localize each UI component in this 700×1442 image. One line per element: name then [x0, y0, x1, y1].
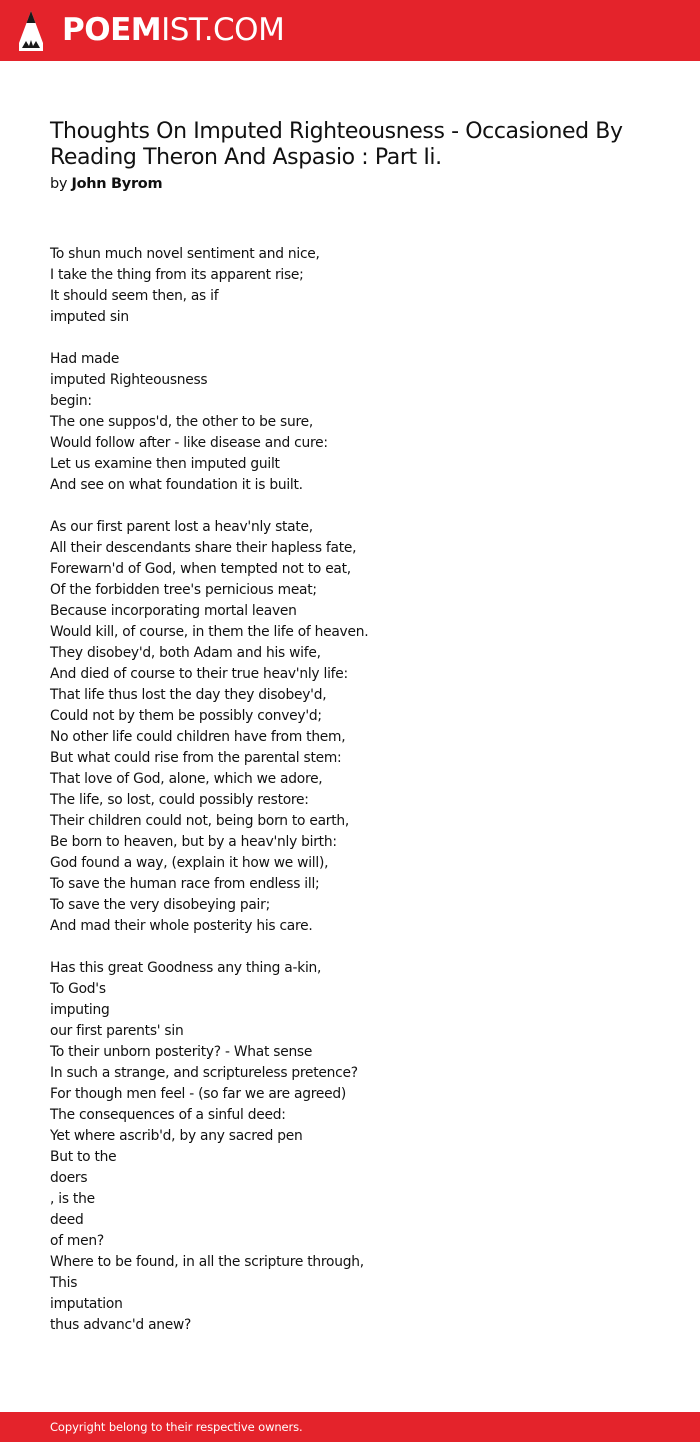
poem-line: The consequences of a sinful deed:	[50, 1107, 286, 1123]
poem-line: And died of course to their true heav'nly life:	[50, 666, 348, 682]
stanza-break	[50, 496, 650, 517]
poem-line: I take the thing from its apparent rise;	[50, 267, 304, 283]
poem-line: , is the	[50, 1191, 95, 1207]
byline	[50, 174, 162, 194]
poem-line: our first parents' sin	[50, 1023, 184, 1039]
poem-line: begin:	[50, 393, 92, 409]
copyright-text: Copyright belong to their respective owners.	[50, 1420, 303, 1434]
poem-line: Where to be found, in all the scripture through,	[50, 1254, 364, 1270]
poem-line: Of the forbidden tree's pernicious meat;	[50, 582, 317, 598]
poem-line: God found a way, (explain it how we will),	[50, 855, 329, 871]
poem-line: Their children could not, being born to earth,	[50, 813, 350, 829]
site-header	[0, 0, 700, 61]
poem-line: Would follow after - like disease and cure:	[50, 435, 328, 451]
poem-line: That life thus lost the day they disobey'd,	[50, 687, 327, 703]
logo-text-bold: POEM	[62, 12, 162, 48]
poem-line: Yet where ascrib'd, by any sacred pen	[50, 1128, 303, 1144]
poem-line: The life, so lost, could possibly restore:	[50, 792, 309, 808]
poem-line: And see on what foundation it is built.	[50, 477, 303, 493]
by-label: by	[50, 176, 68, 192]
poem-line: Forewarn'd of God, when tempted not to eat,	[50, 561, 351, 577]
poem-line: imputed Righteousness	[50, 372, 208, 388]
poem-line: To save the very disobeying pair;	[50, 897, 270, 913]
poem-line: imputed sin	[50, 309, 129, 325]
poem-line: That love of God, alone, which we adore,	[50, 771, 323, 787]
poem-line: To save the human race from endless ill;	[50, 876, 320, 892]
poem-body	[50, 244, 650, 1336]
author-name[interactable]: John Byrom	[71, 176, 163, 192]
poem-line: Has this great Goodness any thing a-kin,	[50, 960, 322, 976]
site-logo[interactable]	[62, 12, 284, 48]
poem-line: Let us examine then imputed guilt	[50, 456, 280, 472]
poem-line: They disobey'd, both Adam and his wife,	[50, 645, 321, 661]
poem-line: To shun much novel sentiment and nice,	[50, 246, 320, 262]
poem-line: It should seem then, as if	[50, 288, 219, 304]
poem-title: Thoughts On Imputed Righteousness - Occasioned By Reading Theron And Aspasio : Part Ii.	[50, 119, 623, 170]
poem-line: Because incorporating mortal leaven	[50, 603, 297, 619]
stanza-break	[50, 328, 650, 349]
site-footer	[0, 1412, 700, 1442]
poem-line: To their unborn posterity? - What sense	[50, 1044, 313, 1060]
poem-line: For though men feel - (so far we are agreed)	[50, 1086, 346, 1102]
poem-line: of men?	[50, 1233, 104, 1249]
poem-line: imputation	[50, 1296, 123, 1312]
poem-line: No other life could children have from them,	[50, 729, 346, 745]
pencil-tip-icon[interactable]	[18, 10, 44, 52]
poem-line: Would kill, of course, in them the life of heaven.	[50, 624, 369, 640]
poem-line: Had made	[50, 351, 120, 367]
poem-line: doers	[50, 1170, 88, 1186]
poem-line: imputing	[50, 1002, 110, 1018]
poem-line: deed	[50, 1212, 84, 1228]
poem-line: But what could rise from the parental stem:	[50, 750, 342, 766]
poem-line: This	[50, 1275, 78, 1291]
poem-line: The one suppos'd, the other to be sure,	[50, 414, 313, 430]
poem-line: And mad their whole posterity his care.	[50, 918, 313, 934]
poem-line: All their descendants share their hapless fate,	[50, 540, 357, 556]
stanza-break	[50, 937, 650, 958]
poem-line: In such a strange, and scriptureless pretence?	[50, 1065, 358, 1081]
poem-line: As our first parent lost a heav'nly state,	[50, 519, 313, 535]
poem-line: Be born to heaven, but by a heav'nly birth:	[50, 834, 337, 850]
poem-line: To God's	[50, 981, 106, 997]
poem-line: But to the	[50, 1149, 117, 1165]
logo-text-light: IST.COM	[161, 12, 285, 48]
poem-line: thus advanc'd anew?	[50, 1317, 192, 1333]
poem-line: Could not by them be possibly convey'd;	[50, 708, 322, 724]
